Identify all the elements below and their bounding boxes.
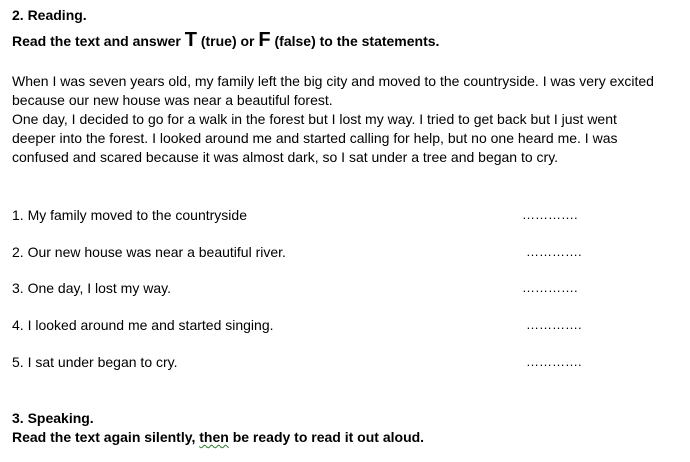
speaking-text-1: Read the text again silently,	[12, 429, 200, 445]
reading-passage	[12, 72, 654, 167]
answer-blank-2[interactable]: ………….	[526, 244, 582, 259]
instruction-text-3: (false) to the statements.	[270, 33, 440, 49]
instruction-text-1: Read the text and answer	[12, 33, 185, 49]
answer-blank-1[interactable]: ………….	[522, 207, 578, 222]
reading-heading: 2. Reading.	[12, 7, 87, 23]
passage-line-4: deeper into the forest. I looked around me and started calling for help, but no one heard me. I was	[12, 130, 618, 146]
speaking-text-2: be ready to read it out aloud.	[228, 429, 425, 445]
statement-2: 2. Our new house was near a beautiful river.	[12, 244, 286, 260]
true-letter: T	[184, 29, 197, 51]
answer-blank-3[interactable]: ………….	[522, 280, 578, 295]
speaking-heading: 3. Speaking.	[12, 410, 94, 426]
instruction-text-2: (true) or	[196, 33, 259, 49]
statement-3: 3. One day, I lost my way.	[12, 280, 171, 296]
passage-line-2: because our new house was near a beautiful forest.	[12, 92, 333, 108]
false-letter: F	[258, 29, 271, 51]
statement-4: 4. I looked around me and started singing.	[12, 317, 274, 333]
speaking-instruction	[12, 429, 424, 445]
statement-5: 5. I sat under began to cry.	[12, 354, 178, 370]
reading-instruction	[12, 29, 439, 52]
statement-1: 1. My family moved to the countryside	[12, 207, 247, 223]
answer-blank-5[interactable]: ………….	[526, 354, 582, 369]
spellcheck-word-then: then	[199, 429, 229, 445]
passage-line-5: confused and scared because it was almost dark, so I sat under a tree and began to cry.	[12, 149, 559, 165]
answer-blank-4[interactable]: ………….	[526, 317, 582, 332]
passage-line-3: One day, I decided to go for a walk in the forest but I lost my way. I tried to get back but I just went	[12, 111, 617, 127]
passage-line-1: When I was seven years old, my family left the big city and moved to the countryside. I was very excited	[12, 73, 654, 89]
